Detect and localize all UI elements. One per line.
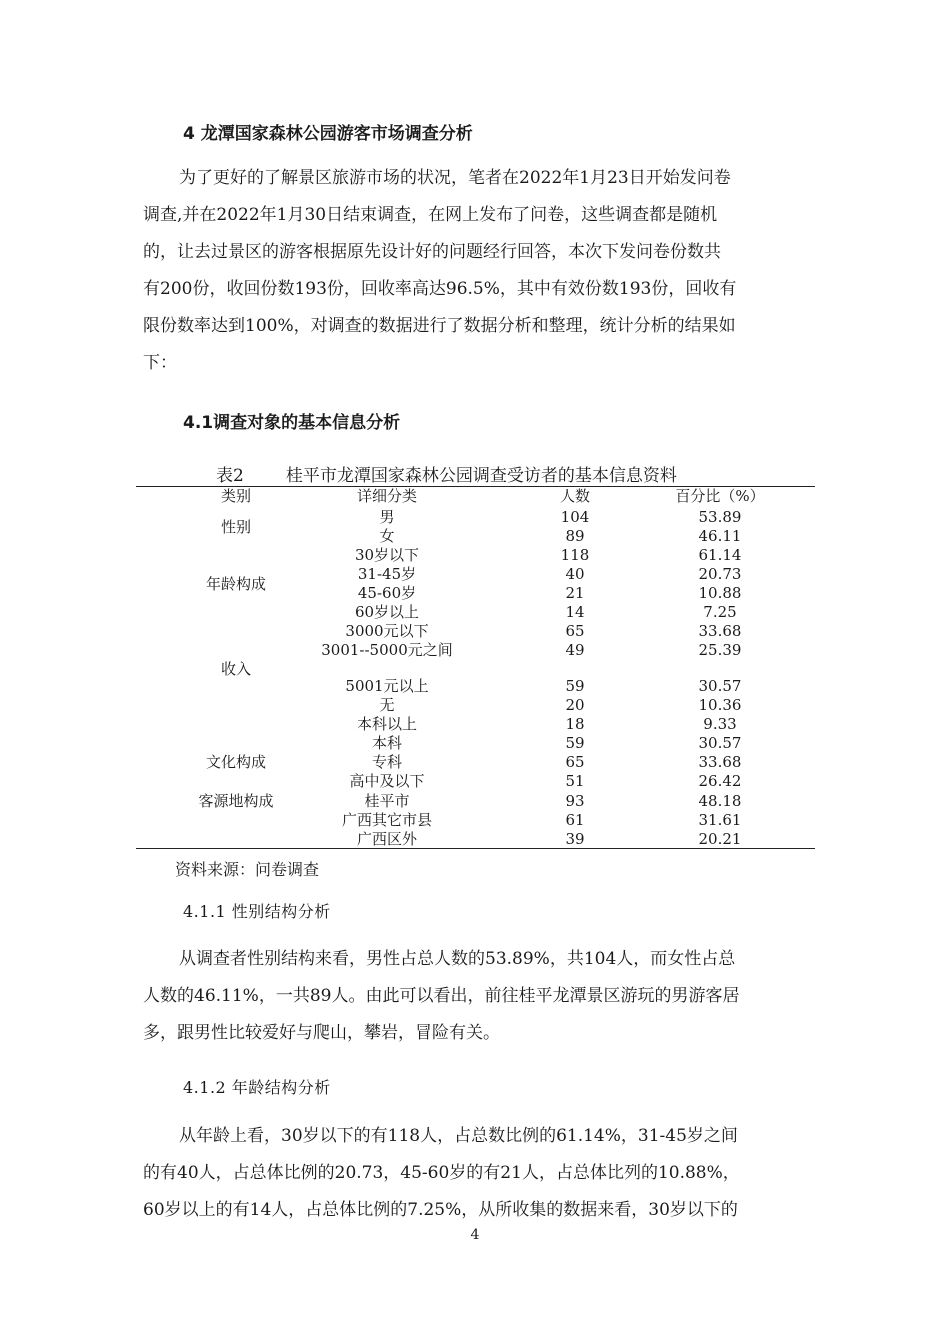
- table-cell-detail: 广西其它市县: [341, 811, 432, 829]
- text-line: 60岁以上的有14人，占总体比例的7.25%，从所收集的数据来看，30岁以下的: [143, 1200, 738, 1220]
- table-cell-percent: 61.14: [698, 546, 742, 564]
- table-header-category: 类别: [220, 487, 251, 505]
- table-cell-count: 61: [565, 811, 585, 829]
- table-cell-detail: 高中及以下: [349, 772, 425, 790]
- table-cell-count: 14: [565, 603, 585, 621]
- gender-paragraph: [143, 941, 815, 1052]
- table-cell-count: 21: [565, 584, 585, 602]
- page-number: 4: [470, 1227, 480, 1243]
- table-source: 资料来源：问卷调查: [175, 860, 320, 879]
- table-cell-detail: 男: [379, 508, 395, 526]
- table-cell-percent: 48.18: [698, 792, 742, 810]
- table-header-count: 人数: [559, 487, 590, 505]
- table-cell-percent: 10.88: [698, 584, 742, 602]
- table-cell-detail: 本科: [371, 734, 402, 752]
- text-line: 从年龄上看，30岁以下的有118人，占总数比例的61.14%，31-45岁之间: [179, 1126, 738, 1146]
- table-cell-detail: 无: [379, 696, 395, 714]
- table-cell-percent: 9.33: [703, 715, 737, 733]
- table-cell-detail: 3000元以下: [345, 622, 429, 640]
- table-cell-count: 59: [565, 734, 585, 752]
- text-line: 的，让去过景区的游客根据原先设计好的问题经行回答，本次下发问卷份数共: [143, 242, 721, 262]
- text-line: 的有40人，占总体比例的20.73，45-60岁的有21人，占总体比列的10.88%，: [143, 1163, 740, 1183]
- table-cell-detail: 广西区外: [356, 830, 417, 848]
- table-title: 桂平市龙潭国家森林公园调查受访者的基本信息资料: [285, 466, 677, 486]
- table-number: 表2: [216, 466, 244, 486]
- table-category: 收入: [220, 660, 251, 678]
- table-cell-detail: 桂平市: [364, 792, 410, 810]
- table-cell-count: 118: [560, 546, 590, 564]
- table-cell-percent: 25.39: [698, 641, 742, 659]
- table-cell-count: 65: [565, 622, 585, 640]
- text-line: 下：: [143, 353, 177, 373]
- subsection-heading-age: 4.1.2 年龄结构分析: [183, 1078, 331, 1097]
- text-line: 多，跟男性比较爱好与爬山，攀岩，冒险有关。: [143, 1023, 500, 1043]
- table-cell-count: 89: [565, 527, 585, 545]
- table-cell-detail: 本科以上: [356, 715, 417, 733]
- text-line: 从调查者性别结构来看，男性占总人数的53.89%，共104人，而女性占总: [179, 949, 736, 969]
- table-cell-detail: 3001--5000元之间: [321, 641, 453, 659]
- intro-paragraph: [143, 160, 815, 382]
- table-cell-percent: 30.57: [698, 734, 742, 752]
- table-header-percent: 百分比（%）: [675, 487, 765, 505]
- table-cell-percent: 7.25: [703, 603, 737, 621]
- table-category: 文化构成: [205, 753, 266, 771]
- table-cell-percent: 26.42: [698, 772, 742, 790]
- table-header-detail: 详细分类: [356, 487, 417, 505]
- table-cell-percent: 33.68: [698, 622, 742, 640]
- table-cell-count: 18: [565, 715, 585, 733]
- text-line: 人数的46.11%，一共89人。由此可以看出，前往桂平龙潭景区游玩的男游客居: [143, 986, 740, 1006]
- table-cell-percent: 46.11: [698, 527, 742, 545]
- table-caption: [216, 461, 677, 486]
- table-cell-percent: 10.36: [698, 696, 742, 714]
- table-cell-detail: 30岁以下: [354, 546, 420, 564]
- table-cell-count: 40: [565, 565, 585, 583]
- text-line: 有200份，收回份数193份，回收率高达96.5%，其中有效份数193份，回收有: [143, 279, 737, 299]
- table-category: 性别: [220, 518, 251, 536]
- table-cell-detail: 31-45岁: [357, 565, 417, 583]
- table-cell-detail: 45-60岁: [357, 584, 417, 602]
- table-cell-count: 59: [565, 677, 585, 695]
- table-cell-percent: 31.61: [698, 811, 742, 829]
- text-line: 为了更好的了解景区旅游市场的状况，笔者在2022年1月23日开始发问卷: [179, 168, 731, 188]
- table-cell-percent: 20.21: [698, 830, 742, 848]
- table-cell-count: 39: [565, 830, 585, 848]
- table-cell-detail: 专科: [371, 753, 402, 771]
- table-cell-percent: 20.73: [698, 565, 742, 583]
- table-cell-percent: 33.68: [698, 753, 742, 771]
- table-cell-count: 20: [565, 696, 585, 714]
- table-category: 年龄构成: [205, 575, 266, 593]
- subsection-heading-gender: 4.1.1 性别结构分析: [183, 902, 331, 921]
- table-category: 客源地构成: [198, 792, 274, 810]
- section-heading: 4 龙潭国家森林公园游客市场调查分析: [183, 124, 473, 144]
- table-cell-detail: 60岁以上: [354, 603, 420, 621]
- table-cell-count: 65: [565, 753, 585, 771]
- table-cell-count: 104: [560, 508, 590, 526]
- table-cell-count: 51: [565, 772, 585, 790]
- table-cell-count: 49: [565, 641, 585, 659]
- table-cell-percent: 30.57: [698, 677, 742, 695]
- subsection-heading: 4.1调查对象的基本信息分析: [183, 413, 401, 433]
- table-cell-count: 93: [565, 792, 585, 810]
- table-cell-detail: 女: [379, 527, 395, 545]
- age-paragraph: [143, 1118, 815, 1229]
- table-cell-detail: 5001元以上: [345, 677, 429, 695]
- table-cell-percent: 53.89: [698, 508, 742, 526]
- text-line: 调查,并在2022年1月30日结束调查，在网上发布了问卷，这些调查都是随机: [143, 205, 718, 225]
- text-line: 限份数率达到100%，对调查的数据进行了数据分析和整理，统计分析的结果如: [143, 316, 736, 336]
